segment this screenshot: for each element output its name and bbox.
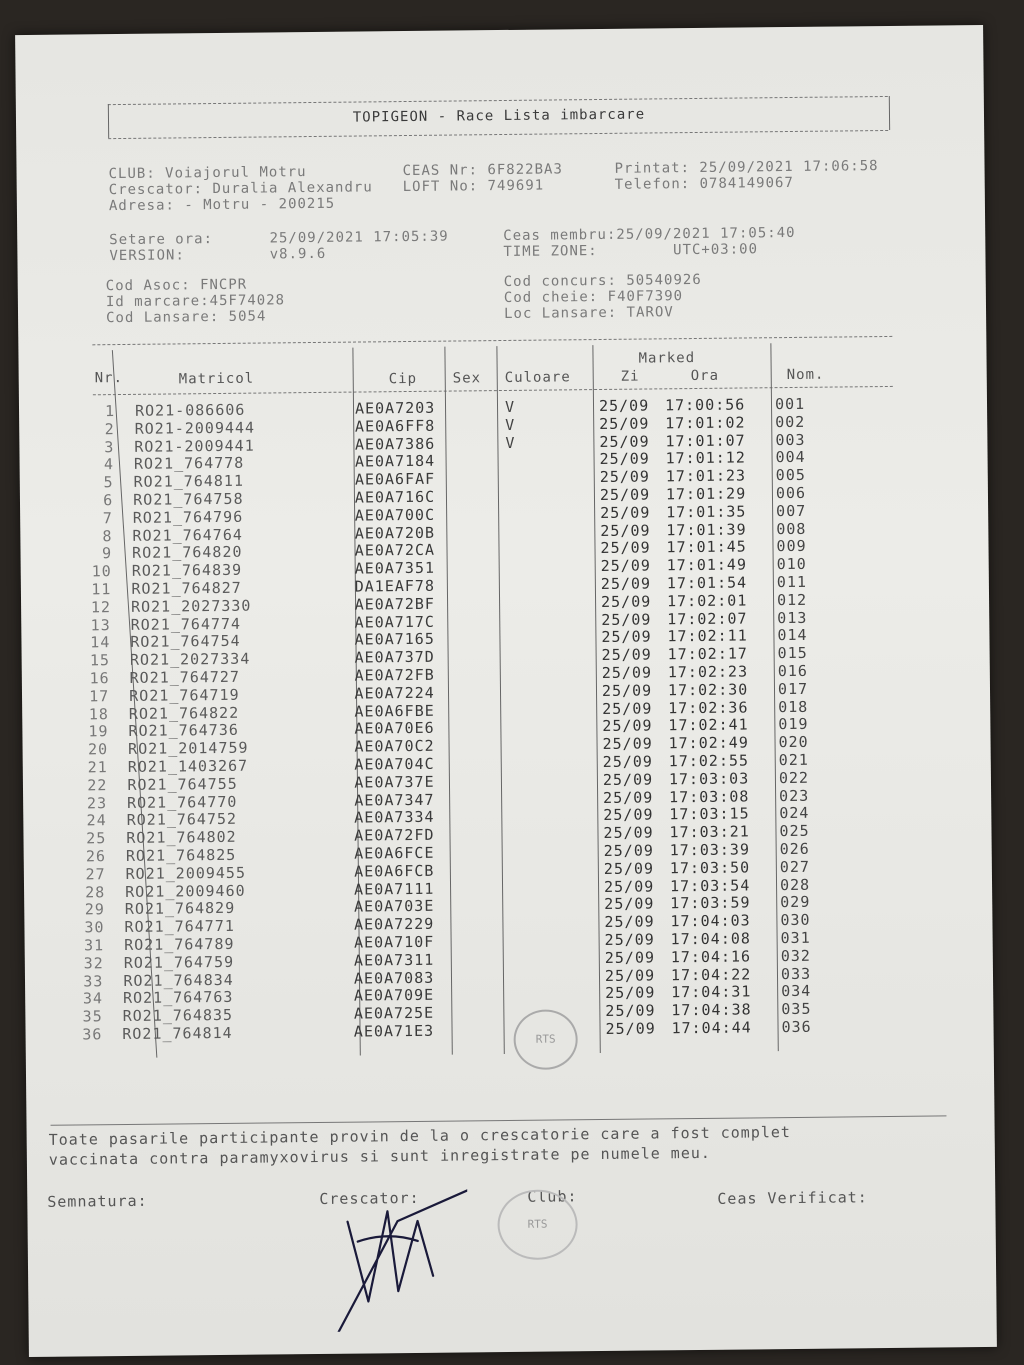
row-nr: 35: [82, 1007, 103, 1026]
row-matricol: RO21_2009460: [125, 881, 246, 901]
row-cip: AE0A7229: [353, 914, 435, 934]
row-cip: AE0A7311: [353, 950, 435, 970]
row-nr: 2: [104, 419, 115, 438]
row-matricol: RO21_764727: [129, 667, 241, 687]
row-zi: 25/09: [602, 716, 653, 736]
col-sep-culoare: [496, 346, 504, 1054]
row-nom: 034: [781, 982, 812, 1001]
stamp-text-footer: RTS: [527, 1217, 548, 1231]
row-matricol: RO21_764811: [133, 471, 245, 492]
row-cip: AE0A716C: [354, 487, 436, 507]
handwritten-signature: [327, 1180, 469, 1331]
row-ora: 17:04:22: [670, 965, 752, 984]
row-matricol: RO21_2027330: [130, 596, 252, 616]
page-title: TOPIGEON - Race Lista imbarcare: [352, 106, 646, 126]
row-zi: 25/09: [604, 948, 656, 967]
row-nr: 6: [103, 491, 114, 510]
col-header-matricol: Matricol: [178, 370, 255, 388]
row-matricol: RO21-2009444: [134, 418, 256, 438]
row-ora: 17:01:23: [665, 466, 747, 486]
row-nom: 009: [776, 537, 807, 556]
row-nr: 13: [90, 615, 111, 634]
row-nom: 005: [775, 466, 806, 485]
row-nom: 032: [780, 946, 811, 965]
loc-lansare: Loc Lansare: TAROV: [503, 304, 674, 322]
row-zi: 25/09: [603, 859, 655, 878]
row-matricol: RO21_764758: [133, 489, 244, 509]
stamp-text: RTS: [535, 1032, 556, 1046]
row-nom: 018: [778, 697, 809, 716]
row-cip: AE0A70C2: [354, 736, 435, 756]
row-nom: 023: [779, 786, 810, 805]
row-nr: 28: [85, 882, 106, 902]
row-zi: 25/09: [599, 449, 650, 469]
row-matricol: RO21_764820: [132, 543, 243, 563]
row-matricol: RO21_1403267: [127, 756, 249, 776]
printed-page: [15, 25, 997, 1357]
col-header-culoare: Culoare: [504, 369, 571, 386]
row-matricol: RO21_764839: [131, 560, 243, 581]
row-matricol: RO21_2009455: [125, 863, 247, 883]
row-cip: AE0A7351: [354, 558, 436, 578]
table-top-rule: [92, 336, 892, 345]
row-matricol: RO21-2009441: [134, 436, 255, 456]
declaration-line-2: vaccinata contra paramyxovirus si sunt inregistrate pe numele meu.: [48, 1143, 711, 1169]
row-zi: 25/09: [599, 432, 650, 451]
row-ora: 17:03:08: [669, 787, 750, 806]
ceas-nr: CEAS Nr: 6F822BA3: [402, 161, 563, 180]
row-nr: 5: [103, 473, 114, 492]
row-zi: 25/09: [603, 788, 654, 807]
cod-cheie: Cod cheie: F40F7390: [503, 288, 684, 307]
row-zi: 25/09: [599, 414, 650, 433]
row-matricol: RO21_764763: [122, 988, 234, 1008]
row-nom: 033: [780, 964, 812, 983]
row-matricol: RO21_764719: [129, 685, 240, 705]
row-ora: 17:03:21: [669, 822, 750, 842]
row-nr: 1: [104, 402, 116, 421]
row-zi: 25/09: [599, 467, 651, 487]
row-ora: 17:01:29: [665, 484, 747, 504]
row-ora: 17:04:31: [671, 982, 752, 1002]
row-zi: 25/09: [603, 877, 655, 896]
row-nom: 031: [780, 928, 811, 948]
row-ora: 17:01:12: [665, 448, 746, 468]
row-matricol: RO21_764736: [128, 721, 239, 741]
row-zi: 25/09: [600, 556, 651, 576]
row-cip: AE0A720B: [354, 523, 436, 543]
row-matricol: RO21_764771: [124, 917, 235, 937]
row-matricol: RO21_764822: [128, 703, 240, 723]
row-zi: 25/09: [600, 592, 652, 611]
row-zi: 25/09: [599, 485, 651, 505]
row-culoare: V: [505, 433, 516, 452]
row-nr: 15: [89, 651, 111, 670]
row-ora: 17:02:17: [667, 644, 748, 664]
row-cip: AE0A7347: [354, 790, 435, 810]
row-culoare: V: [505, 415, 516, 434]
row-nom: 020: [778, 733, 809, 752]
row-nr: 12: [90, 597, 112, 617]
club-sign-label: Club:: [527, 1187, 578, 1206]
row-nr: 26: [85, 847, 107, 866]
row-zi: 25/09: [605, 1001, 656, 1021]
row-nr: 20: [87, 740, 109, 759]
row-zi: 25/09: [600, 574, 652, 593]
adresa-label: Adresa: - Motru - 200215: [108, 195, 336, 215]
crescator-label: Crescator: Duralia Alexandru: [108, 179, 373, 199]
row-ora: 17:01:54: [666, 573, 748, 593]
row-nom: 027: [779, 857, 811, 876]
row-zi: 25/09: [604, 930, 655, 949]
row-cip: AE0A710F: [353, 932, 435, 952]
row-cip: AE0A717C: [354, 612, 435, 632]
row-matricol: RO21_2027334: [129, 649, 251, 670]
row-cip: AE0A737D: [354, 647, 435, 667]
row-ora: 17:04:44: [671, 1018, 752, 1038]
row-ora: 17:02:30: [667, 680, 749, 700]
row-cip: AE0A7334: [354, 808, 435, 827]
row-cip: AE0A6FF8: [354, 416, 436, 436]
row-nr: 21: [87, 758, 108, 777]
row-cip: AE0A7184: [354, 452, 436, 471]
row-cip: AE0A7386: [354, 434, 436, 454]
row-nom: 011: [776, 572, 808, 592]
col-header-nom: Nom.: [786, 366, 825, 384]
row-nr: 32: [83, 954, 104, 973]
row-cip: AE0A737E: [354, 772, 435, 792]
row-nom: 024: [779, 804, 810, 823]
row-cip: AE0A7224: [354, 683, 435, 703]
row-nom: 013: [777, 608, 808, 627]
row-cip: AE0A6FBE: [354, 701, 435, 721]
row-ora: 17:01:35: [666, 502, 747, 522]
row-nom: 012: [776, 590, 808, 609]
row-ora: 17:02:55: [668, 751, 750, 771]
row-ora: 17:03:54: [669, 876, 751, 895]
version: VERSION: v8.9.6: [109, 245, 327, 265]
row-nr: 19: [88, 722, 109, 741]
row-ora: 17:04:38: [671, 1000, 752, 1020]
row-matricol: RO21_764764: [132, 525, 243, 545]
row-cip: AE0A72CA: [354, 541, 436, 560]
row-ora: 17:01:45: [666, 537, 747, 557]
row-ora: 17:01:49: [666, 555, 748, 575]
row-zi: 25/09: [598, 396, 650, 416]
row-zi: 25/09: [603, 805, 654, 825]
row-nom: 014: [777, 626, 808, 645]
row-ora: 17:01:02: [665, 413, 746, 433]
row-cip: AE0A725E: [353, 1003, 435, 1023]
row-cip: AE0A70E6: [354, 719, 435, 738]
row-zi: 25/09: [601, 610, 652, 629]
cod-lansare: Cod Lansare: 5054: [105, 308, 267, 327]
row-cip: AE0A6FAF: [354, 469, 436, 489]
row-matricol: RO21_764770: [126, 792, 238, 812]
loft-no: LOFT No: 749691: [402, 177, 545, 196]
row-nr: 29: [84, 900, 105, 919]
row-nom: 008: [776, 519, 807, 538]
row-zi: 25/09: [601, 663, 653, 682]
row-cip: AE0A7111: [354, 879, 435, 899]
row-ora: 17:01:07: [665, 431, 746, 450]
row-cip: AE0A700C: [354, 505, 436, 525]
row-ora: 17:03:03: [668, 769, 750, 789]
row-matricol: RO21_764829: [124, 899, 236, 919]
row-ora: 17:03:59: [670, 893, 751, 913]
row-nom: 029: [780, 893, 811, 912]
row-nr: 31: [83, 936, 105, 955]
row-matricol: RO21_764789: [124, 934, 235, 955]
row-ora: 17:02:41: [668, 715, 749, 735]
row-nr: 23: [86, 793, 108, 812]
row-nom: 004: [775, 448, 806, 467]
row-nom: 021: [778, 750, 809, 770]
row-matricol: RO21_764834: [123, 970, 234, 990]
row-ora: 17:03:50: [669, 858, 751, 878]
printat-timestamp: Printat: 25/09/2021 17:06:58: [614, 158, 879, 177]
row-nom: 035: [781, 1000, 812, 1019]
col-header-nr: Nr.: [94, 369, 124, 387]
row-ora: 17:02:01: [666, 591, 748, 611]
row-ora: 17:01:39: [666, 520, 747, 539]
row-zi: 25/09: [602, 699, 653, 718]
row-matricol: RO21_764796: [132, 507, 244, 527]
row-zi: 25/09: [603, 841, 654, 860]
row-nr: 17: [89, 686, 110, 706]
row-matricol: RO21_764755: [127, 774, 238, 794]
row-cip: AE0A709E: [353, 986, 435, 1005]
row-matricol: RO21_2014759: [128, 738, 249, 759]
club-stamp: [513, 1009, 578, 1070]
col-header-ora: Ora: [690, 367, 720, 385]
row-cip: AE0A7083: [353, 968, 435, 988]
row-cip: AE0A6FCB: [354, 861, 435, 881]
row-nr: 34: [82, 989, 104, 1008]
row-culoare: V: [504, 397, 516, 416]
row-nr: 9: [102, 544, 113, 563]
row-nom: 007: [776, 501, 807, 520]
row-cip: AE0A703E: [353, 897, 435, 916]
row-cip: AE0A6FCE: [354, 843, 435, 863]
row-ora: 17:03:39: [669, 840, 751, 860]
row-nr: 18: [88, 704, 109, 723]
row-nr: 7: [102, 508, 113, 528]
row-nr: 30: [84, 918, 105, 937]
row-cip: AE0A7165: [354, 630, 435, 649]
col-header-cip: Cip: [388, 370, 418, 388]
row-nom: 026: [779, 839, 810, 859]
row-cip: AE0A7203: [354, 398, 436, 418]
row-nom: 017: [777, 679, 809, 698]
row-nr: 10: [91, 562, 112, 581]
row-zi: 25/09: [602, 770, 654, 789]
club-stamp-footer: [497, 1189, 578, 1260]
row-cip: AE0A71E3: [353, 1021, 435, 1041]
row-zi: 25/09: [601, 645, 652, 665]
row-nom: 002: [775, 412, 806, 431]
row-nr: 11: [91, 580, 112, 599]
row-ora: 17:03:15: [669, 804, 750, 824]
row-nr: 16: [89, 669, 110, 688]
col-header-zi: Zi: [620, 368, 640, 385]
row-matricol: RO21_764778: [133, 454, 245, 474]
row-nr: 3: [104, 437, 115, 456]
row-matricol: RO21_764774: [130, 614, 242, 634]
setare-ora: Setare ora: 25/09/2021 17:05:39: [109, 228, 449, 249]
row-ora: 17:02:49: [668, 733, 749, 753]
row-cip: AE0A72FD: [354, 825, 435, 845]
row-nr: 27: [85, 865, 106, 884]
row-ora: 17:00:56: [664, 395, 746, 415]
row-matricol: RO21_764802: [126, 828, 237, 848]
row-nom: 003: [775, 430, 806, 449]
telefon: Telefon: 0784149067: [614, 174, 794, 193]
row-nr: 4: [103, 455, 115, 474]
row-zi: 25/09: [600, 503, 651, 522]
row-cip: AE0A704C: [354, 754, 435, 774]
row-zi: 25/09: [604, 912, 655, 932]
row-zi: 25/09: [603, 823, 654, 843]
row-matricol: RO21_764814: [122, 1023, 233, 1044]
row-matricol: RO21_764825: [125, 845, 237, 865]
declaration-line-1: Toate pasarile participante provin de la o crescatorie care a fost complet: [48, 1123, 792, 1149]
row-nom: 001: [774, 394, 806, 414]
row-zi: 25/09: [602, 752, 653, 771]
col-header-marked: Marked: [638, 350, 696, 367]
row-ora: 17:02:07: [667, 609, 748, 628]
row-zi: 25/09: [605, 983, 656, 1003]
row-ora: 17:04:16: [670, 947, 752, 967]
row-nom: 016: [777, 661, 808, 681]
row-nr: 25: [86, 829, 107, 848]
crescator-sign-label: Crescator:: [319, 1188, 420, 1208]
row-zi: 25/09: [600, 538, 651, 558]
row-ora: 17:02:36: [668, 698, 749, 717]
cod-asoc: Cod Asoc: FNCPR: [105, 276, 248, 295]
ceas-membru: Ceas membru:25/09/2021 17:05:40: [503, 224, 796, 245]
row-nr: 14: [90, 633, 111, 652]
row-matricol: RO21_764835: [122, 1006, 234, 1026]
row-zi: 25/09: [605, 1019, 656, 1038]
row-nr: 33: [83, 971, 104, 991]
row-nr: 22: [87, 775, 108, 795]
row-nom: 015: [777, 644, 808, 663]
row-zi: 25/09: [604, 966, 656, 985]
row-cip: AE0A72BF: [354, 594, 436, 614]
col-header-sex: Sex: [452, 370, 482, 387]
row-nr: 36: [82, 1025, 103, 1044]
row-ora: 17:02:23: [667, 662, 749, 682]
row-ora: 17:02:11: [667, 626, 748, 646]
row-zi: 25/09: [604, 894, 655, 914]
row-nom: 030: [780, 911, 811, 930]
semnatura-label: Semnatura:: [47, 1191, 148, 1211]
row-zi: 25/09: [601, 681, 653, 700]
row-cip: AE0A72FB: [354, 665, 435, 685]
row-ora: 17:04:03: [670, 911, 751, 931]
row-nom: 010: [776, 555, 807, 574]
row-matricol: RO21_764759: [123, 952, 235, 972]
row-nr: 24: [86, 811, 107, 830]
ceas-verificat-label: Ceas Verificat:: [717, 1188, 868, 1208]
row-nom: 036: [781, 1017, 812, 1037]
row-matricol: RO21_764827: [131, 578, 242, 598]
row-zi: 25/09: [601, 627, 652, 647]
id-marcare: Id marcare:45F74028: [105, 292, 286, 311]
row-cip: DA1EAF78: [354, 576, 436, 596]
table-header-rule: [93, 386, 893, 395]
time-zone: TIME ZONE: UTC+03:00: [503, 241, 759, 261]
row-ora: 17:04:08: [670, 929, 751, 949]
row-nom: 022: [778, 768, 810, 787]
row-nom: 028: [779, 875, 811, 894]
row-nom: 019: [778, 715, 809, 734]
row-zi: 25/09: [600, 521, 651, 540]
row-nom: 006: [775, 483, 807, 503]
club-label: CLUB: Voiajorul Motru: [108, 164, 307, 183]
row-matricol: RO21-086606: [134, 400, 246, 420]
footer-rule: [51, 1115, 947, 1125]
col-sep-sex: [444, 347, 452, 1055]
row-nr: 8: [102, 526, 113, 545]
row-matricol: RO21_764752: [126, 810, 238, 830]
row-nom: 025: [779, 822, 810, 841]
cod-concurs: Cod concurs: 50540926: [503, 271, 702, 291]
row-matricol: RO21_764754: [130, 632, 241, 652]
row-zi: 25/09: [602, 734, 653, 754]
